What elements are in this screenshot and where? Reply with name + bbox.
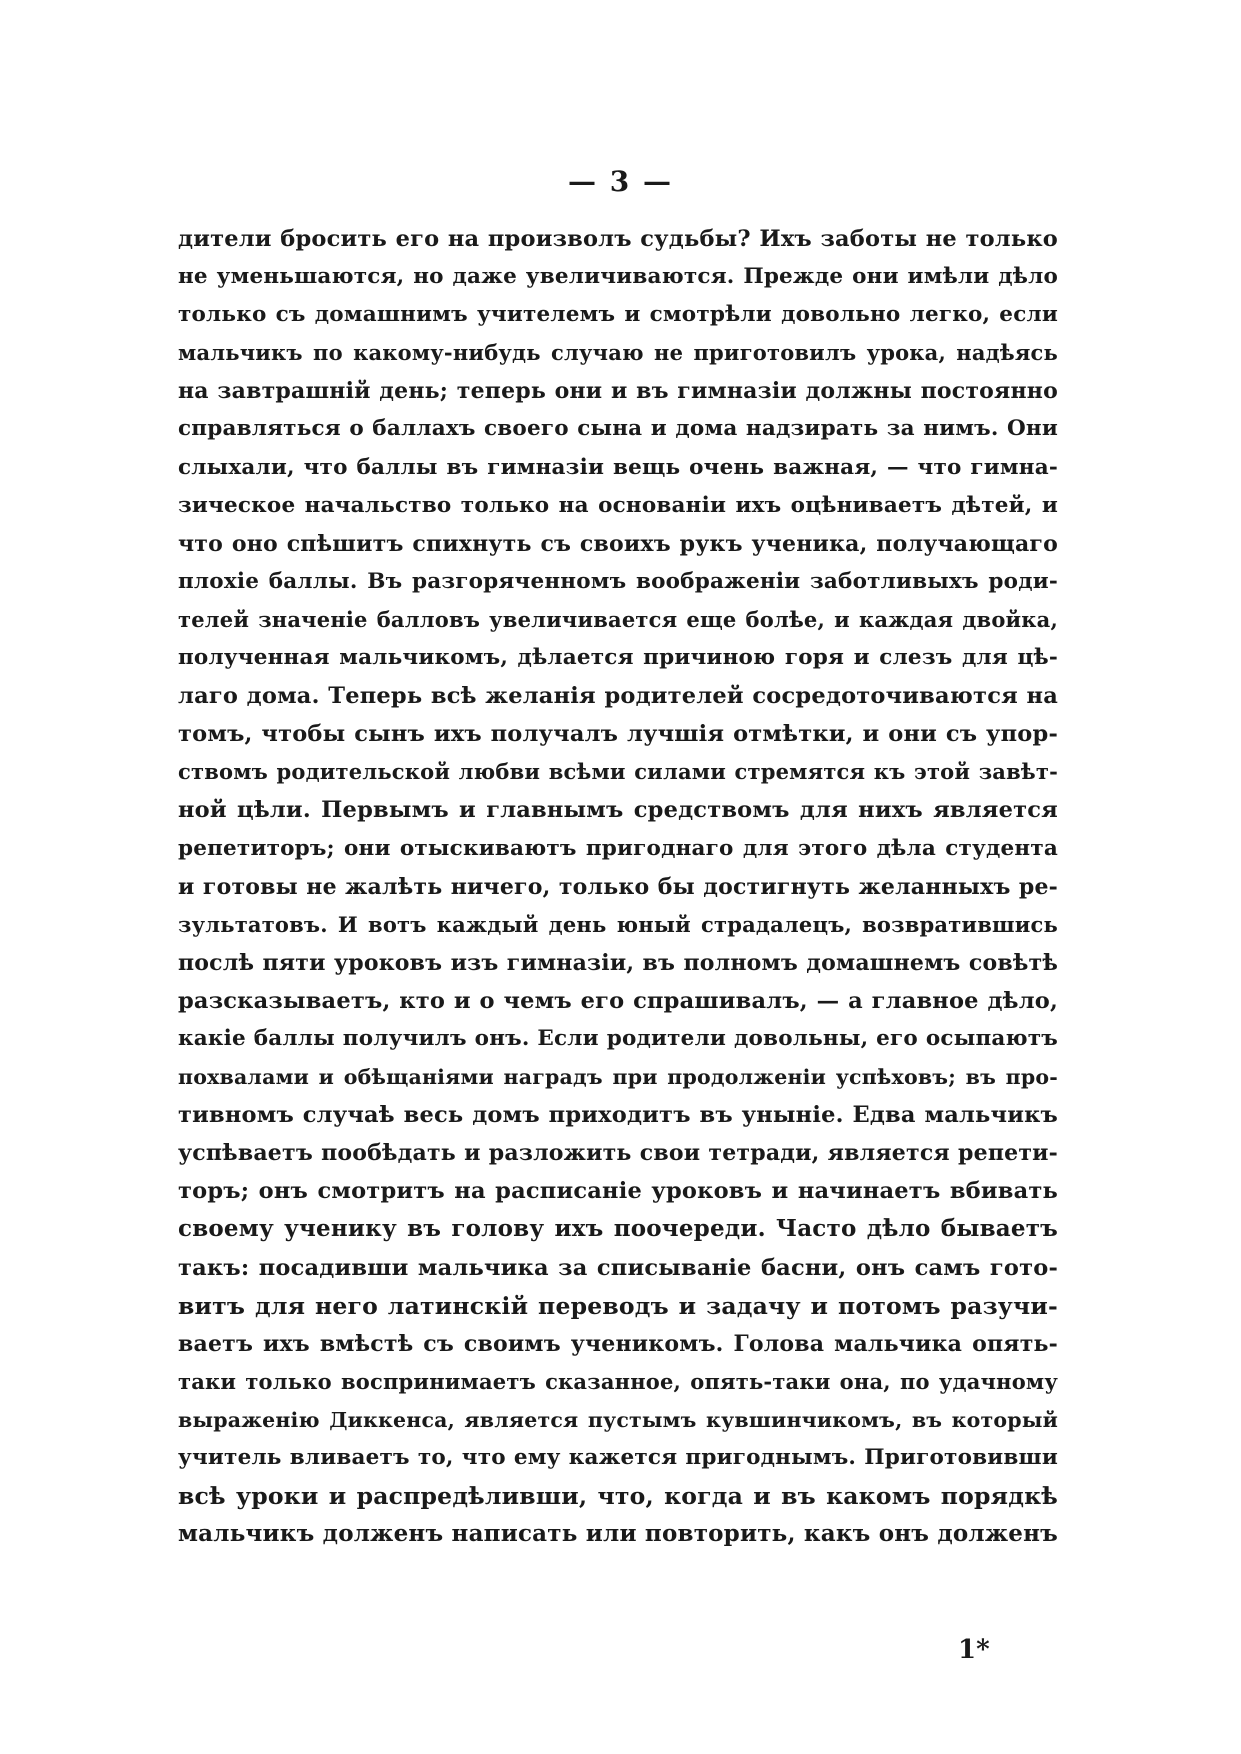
- text-line: полученная мальчикомъ, дѣлается причиною горя и слезъ для цѣ-: [178, 645, 1058, 671]
- text-line: какіе баллы получилъ онъ. Если родители довольны, его осыпаютъ: [178, 1025, 1058, 1051]
- text-line: торъ; онъ смотритъ на расписаніе уроковъ и начинаетъ вбивать: [178, 1178, 1058, 1205]
- text-line: на завтрашній день; теперь они и въ гимназіи должны постоянно: [178, 378, 1058, 405]
- text-line: разсказываетъ, кто и о чемъ его спрашивалъ, — а главное дѣло,: [178, 987, 1058, 1014]
- text-line: учитель вливаетъ то, что ему кажется пригоднымъ. Приготовивши: [178, 1445, 1058, 1470]
- text-line: всѣ уроки и распредѣливши, что, когда и въ какомъ порядкѣ: [178, 1482, 1058, 1511]
- text-line: своему ученику въ голову ихъ поочереди. Часто дѣло бываетъ: [178, 1215, 1058, 1243]
- text-line: послѣ пяти уроковъ изъ гимназіи, въ полномъ домашнемъ совѣтѣ: [178, 949, 1058, 976]
- text-line: справляться о баллахъ своего сына и дома надзирать за нимъ. Они: [178, 416, 1058, 442]
- text-line: ваетъ ихъ вмѣстѣ съ своимъ ученикомъ. Голова мальчика опять-: [178, 1330, 1058, 1357]
- text-line: что оно спѣшитъ спихнуть съ своихъ рукъ ученика, получающаго: [178, 530, 1058, 557]
- text-line: зическое начальство только на основаніи ихъ оцѣниваетъ дѣтей, и: [178, 492, 1058, 518]
- text-line: зультатовъ. И вотъ каждый день юный страдалецъ, возвратившись: [178, 911, 1058, 937]
- text-line: такъ: посадивши мальчика за списываніе басни, онъ самъ гото-: [178, 1254, 1058, 1281]
- body-text: [178, 220, 1058, 1553]
- text-line: мальчикъ по какому-нибудь случаю не приготовилъ урока, надѣясь: [178, 340, 1058, 366]
- text-line: ствомъ родительской любви всѣми силами стремятся къ этой завѣт-: [178, 759, 1058, 785]
- text-line: мальчикъ долженъ написать или повторить, какъ онъ долженъ: [178, 1520, 1058, 1548]
- text-line: и готовы не жалѣть ничего, только бы достигнуть желанныхъ ре-: [178, 873, 1058, 900]
- text-line: томъ, чтобы сынъ ихъ получалъ лучшія отмѣтки, и они съ упор-: [178, 721, 1058, 748]
- text-line: только съ домашнимъ учителемъ и смотрѣли довольно легко, если: [178, 302, 1058, 328]
- text-line: ной цѣли. Первымъ и главнымъ средствомъ для нихъ является: [178, 797, 1058, 824]
- text-line: лаго дома. Теперь всѣ желанія родителей сосредоточиваются на: [178, 683, 1058, 710]
- text-line: таки только воспринимаетъ сказанное, опять-таки она, по удачному: [178, 1368, 1058, 1394]
- text-line: дители бросить его на произволъ судьбы? Ихъ заботы не только: [178, 226, 1058, 252]
- text-line: не уменьшаются, но даже увеличиваются. Прежде они имѣли дѣло: [178, 264, 1058, 290]
- printer-signature-mark: 1*: [958, 1635, 990, 1665]
- text-line: тивномъ случаѣ весь домъ приходитъ въ уныніе. Едва мальчикъ: [178, 1102, 1058, 1129]
- text-line: витъ для него латинскій переводъ и задачу и потомъ разучи-: [178, 1291, 1058, 1320]
- text-line: выраженію Диккенса, является пустымъ кувшинчикомъ, въ который: [178, 1407, 1058, 1432]
- text-line: репетиторъ; они отыскиваютъ пригоднаго для этого дѣла студента: [178, 835, 1058, 861]
- text-line: слыхали, что баллы въ гимназіи вещь очень важная, — что гимна-: [178, 454, 1058, 480]
- text-line: похвалами и обѣщаніями наградъ при продолженіи успѣховъ; въ про-: [178, 1065, 1058, 1090]
- text-line: плохіе баллы. Въ разгоряченномъ воображеніи заботливыхъ роди-: [178, 568, 1058, 594]
- text-line: успѣваетъ пообѣдать и разложить свои тетради, является репети-: [178, 1140, 1058, 1167]
- text-line: телей значеніе балловъ увеличивается еще болѣе, и каждая двойка,: [178, 606, 1058, 632]
- page-number: — 3 —: [568, 165, 673, 198]
